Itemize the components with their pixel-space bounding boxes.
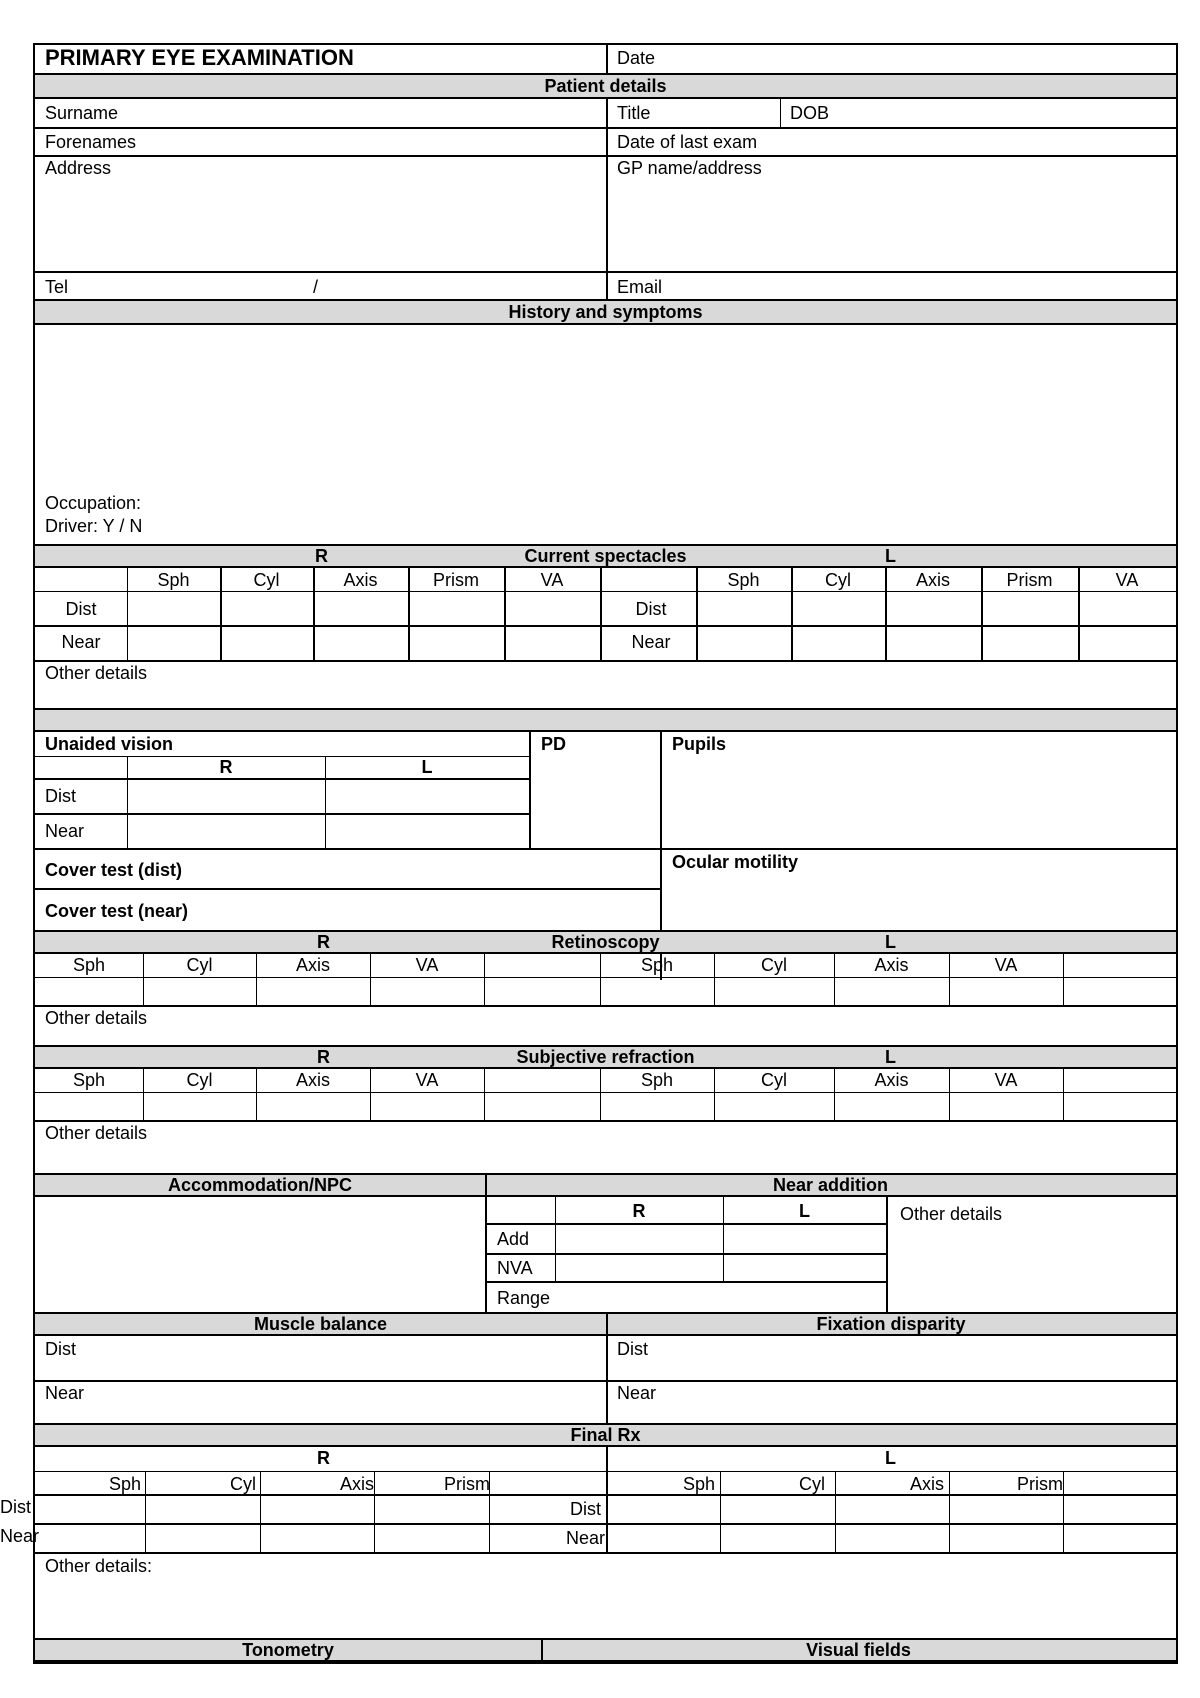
spec-r-col: Cyl [253,570,280,590]
spectacles-other-input[interactable] [165,662,1170,702]
spec-l-col: Axis [915,570,950,590]
nva-l-input[interactable] [725,1255,885,1281]
muscle-fixation-header [35,1312,1176,1336]
final-rx-other-label: Other details: [45,1556,153,1576]
spec-l-row-near: Near [631,632,671,652]
retinoscopy-other-input[interactable] [165,1007,1170,1041]
unaided-r-dist[interactable] [129,780,323,812]
add-l-input[interactable] [725,1225,885,1253]
ret-r-col: Sph [72,955,106,975]
final-row-dist: Dist [570,1499,601,1519]
pupils-input[interactable] [665,757,1173,845]
tel-label: Tel [45,277,69,297]
final-r-col-axis: Axis [340,1474,375,1494]
spec-r-col: Axis [343,570,378,590]
pd-label: PD [541,734,567,754]
spectacles-l-label: L [885,546,896,566]
patient-details-header: Patient details [35,73,1176,99]
spec-r-col: Sph [157,570,190,590]
tel-separator: / [313,277,319,297]
unaided-vision-label: Unaided vision [45,734,174,754]
cover-test-near-label: Cover test (near) [45,901,189,921]
dob-input[interactable] [835,99,1175,127]
tel-input-1[interactable] [85,273,285,299]
tel-input-2[interactable] [327,273,603,299]
subj-l-col: VA [994,1070,1018,1090]
gp-input[interactable] [611,179,1175,269]
final-rx-r-label: R [317,1448,330,1468]
final-r-col-cyl: Cyl [230,1474,256,1494]
add-label: Add [497,1229,530,1249]
final-rx-header: Final Rx [35,1423,1176,1447]
tonometry-visual-fields-header [35,1638,1176,1662]
fixation-disparity-label: Fixation disparity [816,1314,966,1334]
final-row-near: Near [566,1528,606,1548]
occupation-input[interactable] [155,490,755,514]
final-r-row-dist: Dist [0,1497,31,1517]
spec-l-col: VA [1115,570,1139,590]
ret-l-col: Sph [640,955,674,975]
fixation-near-label: Near [617,1383,657,1403]
subjective-refraction-header: Subjective refraction R L [35,1045,1176,1069]
spec-l-col: Prism [1006,570,1053,590]
subj-l-col: Sph [640,1070,674,1090]
retinoscopy-l-label: L [885,932,896,952]
spec-l-col: Sph [727,570,760,590]
final-rx-l-label: L [885,1448,896,1468]
subj-l-col: Axis [874,1070,909,1090]
subj-l-col: Cyl [761,1070,787,1090]
retinoscopy-other-label: Other details [45,1008,148,1028]
subj-r-col: Axis [295,1070,330,1090]
visual-fields-label: Visual fields [806,1640,911,1660]
final-l-col-sph: Sph [683,1474,716,1494]
history-header: History and symptoms [35,299,1176,325]
dob-label: DOB [790,103,830,123]
spec-l-col: Cyl [825,570,851,590]
subjective-l-label: L [885,1047,896,1067]
ret-r-col: Axis [295,955,330,975]
final-r-col-sph: Sph [109,1474,142,1494]
cover-test-near-input[interactable] [231,892,655,926]
title-label: Title [617,103,651,123]
fixation-dist-input[interactable] [667,1338,1172,1376]
accommodation-near-addition-header [35,1173,1176,1197]
unaided-l-label: L [421,757,433,777]
date-label: Date [617,48,656,68]
pupils-label: Pupils [672,734,727,754]
nva-label: NVA [497,1258,533,1278]
surname-label: Surname [45,103,119,123]
muscle-near-label: Near [45,1383,85,1403]
surname-input[interactable] [135,99,603,127]
eye-exam-form [33,43,1178,1664]
occupation-label: Occupation: [45,493,142,513]
unaided-r-label: R [219,757,233,777]
ret-l-col: Cyl [761,955,787,975]
unaided-near-label: Near [45,821,85,841]
spec-r-row-near: Near [61,632,101,652]
unaided-r-near[interactable] [129,815,323,847]
address-label: Address [45,158,112,178]
add-r-input[interactable] [557,1225,721,1253]
range-input[interactable] [560,1283,885,1311]
form-title: PRIMARY EYE EXAMINATION [45,45,354,70]
final-r-row-near: Near [0,1526,40,1546]
near-addition-other-label: Other details [900,1204,1003,1224]
ret-l-col: VA [994,955,1018,975]
ret-r-col: Cyl [186,955,213,975]
section-divider [35,708,1176,732]
subjective-other-input[interactable] [165,1122,1170,1166]
spec-r-col: VA [540,570,564,590]
retinoscopy-header: Retinoscopy R L [35,930,1176,954]
cover-test-dist-label: Cover test (dist) [45,860,183,880]
history-input[interactable] [39,327,1174,487]
subj-r-col: VA [415,1070,439,1090]
current-spectacles-header: Current spectacles R L [35,544,1176,568]
date-last-exam-input[interactable] [775,129,1175,155]
muscle-near-input[interactable] [95,1382,600,1420]
ocular-motility-label: Ocular motility [672,852,799,872]
fixation-near-input[interactable] [667,1382,1172,1420]
final-l-col-prism: Prism [1017,1474,1063,1494]
nva-r-input[interactable] [557,1255,721,1281]
muscle-dist-label: Dist [45,1339,76,1359]
final-l-col-axis: Axis [910,1474,945,1494]
driver-label: Driver: Y / N [45,516,143,536]
spectacles-other-label: Other details [45,663,148,683]
final-rx-other-input[interactable] [165,1555,1170,1611]
subj-r-col: Sph [72,1070,106,1090]
unaided-l-near[interactable] [327,815,527,847]
gp-label: GP name/address [617,158,762,178]
spec-r-row-dist: Dist [65,599,97,619]
ret-l-col: Axis [874,955,909,975]
muscle-dist-input[interactable] [95,1338,600,1376]
forenames-label: Forenames [45,132,137,152]
subjective-other-label: Other details [45,1123,148,1143]
date-last-exam-label: Date of last exam [617,132,758,152]
cover-test-dist-input[interactable] [225,851,655,885]
ret-r-col: VA [415,955,439,975]
muscle-balance-label: Muscle balance [253,1314,388,1334]
final-r-col-prism: Prism [444,1474,490,1494]
email-input[interactable] [675,273,1175,299]
spec-r-col: Prism [433,570,479,590]
address-input[interactable] [39,179,603,269]
tonometry-label: Tonometry [242,1640,334,1660]
near-addition-label: Near addition [772,1175,888,1195]
near-add-l-label: L [799,1201,810,1221]
forenames-input[interactable] [150,129,603,155]
final-l-col-cyl: Cyl [799,1474,825,1494]
title-input[interactable] [665,99,775,127]
accommodation-label: Accommodation/NPC [167,1175,353,1195]
accommodation-input[interactable] [39,1199,481,1309]
retinoscopy-r-label: R [317,932,330,952]
unaided-l-dist[interactable] [327,780,527,812]
fixation-dist-label: Dist [617,1339,648,1359]
near-addition-other-input[interactable] [891,1227,1173,1309]
subj-r-col: Cyl [186,1070,213,1090]
near-add-r-label: R [632,1201,646,1221]
subjective-r-label: R [317,1047,330,1067]
email-label: Email [617,277,663,297]
pd-input[interactable] [535,757,655,787]
unaided-dist-label: Dist [45,786,76,806]
ocular-motility-input[interactable] [665,875,1173,929]
spec-l-row-dist: Dist [635,599,667,619]
date-input[interactable] [675,46,1175,72]
spectacles-r-label: R [315,546,328,566]
range-label: Range [497,1288,551,1308]
